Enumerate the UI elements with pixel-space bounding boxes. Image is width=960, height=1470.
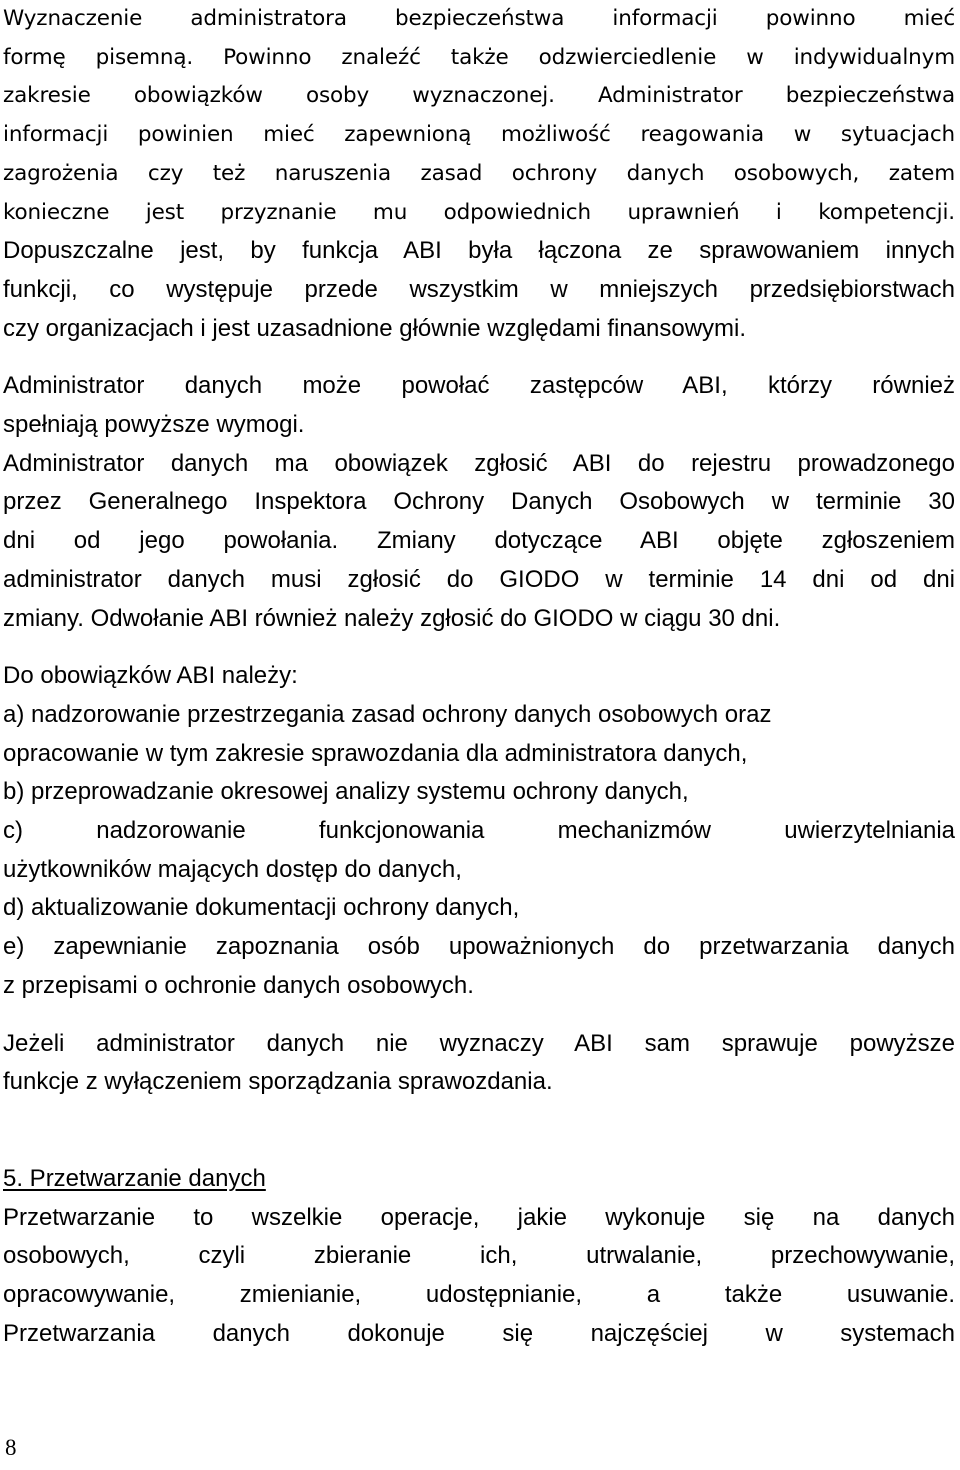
text-line: administrator danych musi zgłosić do GIODO w terminie 14 dni od dni — [3, 565, 955, 593]
text-line: Administrator danych ma obowiązek zgłosić ABI do rejestru prowadzonego — [3, 449, 955, 477]
text-line: zakresie obowiązków osoby wyznaczonej. Administrator bezpieczeństwa — [3, 83, 955, 109]
text-line: Przetwarzania danych dokonuje się najczęściej w systemach — [3, 1319, 955, 1347]
text-line: zagrożenia czy też naruszenia zasad ochrony danych osobowych, zatem — [3, 160, 955, 186]
list-item: z przepisami o ochronie danych osobowych. — [3, 971, 474, 999]
list-item: c) nadzorowanie funkcjonowania mechanizmów uwierzytelniania — [3, 817, 955, 845]
text-line: przez Generalnego Inspektora Ochrony Danych Osobowych w terminie 30 — [3, 488, 955, 516]
text-line: Jeżeli administrator danych nie wyznaczy ABI sam sprawuje powyższe — [3, 1029, 955, 1057]
text-line: spełniają powyższe wymogi. — [3, 411, 305, 439]
text-line: osobowych, czyli zbieranie ich, utrwalanie, przechowywanie, — [3, 1242, 955, 1270]
text-line: Administrator danych może powołać zastępców ABI, którzy również — [3, 372, 955, 400]
paragraph-combining-functions — [3, 232, 955, 348]
paragraph-registration — [3, 445, 955, 639]
paragraph-appointment — [3, 0, 955, 232]
text-line: zmiany. Odwołanie ABI również należy zgłosić do GIODO w ciągu 30 dni. — [3, 604, 781, 632]
text-line: formę pisemną. Powinno znaleźć także odzwierciedlenie w indywidualnym — [3, 44, 955, 70]
text-line: czy organizacjach i jest uzasadnione głównie względami finansowymi. — [3, 314, 747, 342]
text-line: dni od jego powołania. Zmiany dotyczące ABI objęte zgłoszeniem — [3, 527, 955, 555]
list-item: użytkowników mających dostęp do danych, — [3, 855, 462, 883]
list-item: e) zapewnianie zapoznania osób upoważnionych do przetwarzania danych — [3, 933, 955, 961]
page-number: 8 — [5, 1435, 17, 1460]
paragraph-deputies — [3, 367, 955, 444]
list-item: a) nadzorowanie przestrzegania zasad ochrony danych osobowych oraz — [3, 700, 772, 728]
text-line: funkcje z wyłączeniem sporządzania sprawozdania. — [3, 1068, 553, 1096]
duties-intro: Do obowiązków ABI należy: — [3, 662, 298, 690]
text-line: informacji powinien mieć zapewnioną możliwość reagowania w sytuacjach — [3, 122, 955, 148]
paragraph-no-abi — [3, 1025, 955, 1102]
list-item: b) przeprowadzanie okresowej analizy systemu ochrony danych, — [3, 778, 689, 806]
text-line: Dopuszczalne jest, by funkcja ABI była łączona ze sprawowaniem innych — [3, 237, 955, 265]
list-item: d) aktualizowanie dokumentacji ochrony danych, — [3, 894, 520, 922]
text-line: funkcji, co występuje przede wszystkim w mniejszych przedsiębiorstwach — [3, 275, 955, 303]
duties-list — [3, 657, 955, 1005]
text-line: Przetwarzanie to wszelkie operacje, jakie wykonuje się na danych — [3, 1203, 955, 1231]
text-line: opracowywanie, zmienianie, udostępnianie, a także usuwanie. — [3, 1281, 955, 1309]
section-processing — [3, 1160, 955, 1354]
document-page — [3, 0, 955, 1354]
list-item: opracowanie w tym zakresie sprawozdania dla administratora danych, — [3, 739, 748, 767]
section-heading: 5. Przetwarzanie danych — [3, 1164, 266, 1192]
text-line: konieczne jest przyznanie mu odpowiednich uprawnień i kompetencji. — [3, 199, 955, 225]
text-line: Wyznaczenie administratora bezpieczeństwa informacji powinno mieć — [3, 6, 955, 31]
